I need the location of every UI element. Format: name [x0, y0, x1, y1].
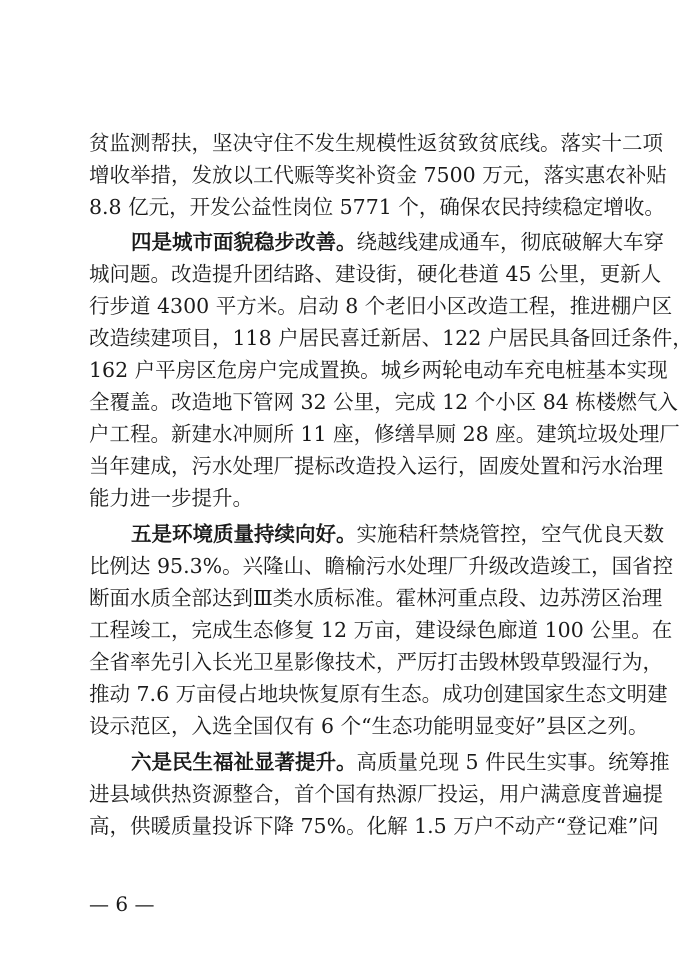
text-line: 工程竣工，完成生态修复 12 万亩，建设绿色廊道 100 公里。在 — [89, 618, 673, 642]
text-run: 高质量兑现 5 件民生实事。统筹推 — [356, 750, 670, 774]
paragraph-first-line — [131, 518, 664, 550]
text-line: 城问题。改造提升团结路、建设街，硬化巷道 45 公里，更新人 — [89, 262, 662, 286]
text-line: 能力进一步提升。 — [89, 486, 253, 510]
paragraph-heading: 四是城市面貌稳步改善。 — [131, 230, 357, 254]
page-number: — 6 — — [89, 892, 155, 916]
text-run: 绕越线建成通车，彻底破解大车穿 — [356, 230, 664, 254]
text-line: 行步道 4300 平方米。启动 8 个老旧小区改造工程，推进棚户区 — [89, 294, 673, 318]
text-line: 8.8 亿元，开发公益性岗位 5771 个，确保农民持续稳定增收。 — [89, 195, 665, 219]
text-line: 贫监测帮扶，坚决守住不发生规模性返贫致贫底线。落实十二项 — [89, 131, 663, 155]
text-line: 增收举措，发放以工代赈等奖补资金 7500 万元，落实惠农补贴 — [89, 163, 667, 187]
text-line: 比例达 95.3%。兴隆山、瞻榆污水处理厂升级改造竣工，国省控 — [89, 554, 674, 578]
text-line: 进县域供热资源整合，首个国有热源厂投运，用户满意度普遍提 — [89, 782, 663, 806]
text-line: 全省率先引入长光卫星影像技术，严厉打击毁林毁草毁湿行为， — [89, 650, 663, 674]
text-line: 全覆盖。改造地下管网 32 公里，完成 12 个小区 84 栋楼燃气入 — [89, 390, 678, 414]
text-line: 推动 7.6 万亩侵占地块恢复原有生态。成功创建国家生态文明建 — [89, 682, 668, 706]
text-line: 断面水质全部达到Ⅲ类水质标准。霍林河重点段、边苏涝区治理 — [89, 586, 663, 610]
text-line: 改造续建项目，118 户居民喜迁新居、122 户居民具备回迁条件， — [89, 326, 693, 350]
paragraph-first-line — [131, 226, 664, 258]
text-line: 当年建成，污水处理厂提标改造投入运行，固废处置和污水治理 — [89, 454, 663, 478]
paragraph-first-line — [131, 746, 670, 778]
paragraph-heading: 五是环境质量持续向好。 — [131, 522, 357, 546]
text-line: 162 户平房区危房户完成置换。城乡两轮电动车充电桩基本实现 — [89, 358, 668, 382]
paragraph-heading: 六是民生福祉显著提升。 — [131, 750, 357, 774]
text-line: 设示范区，入选全国仅有 6 个“生态功能明显变好”县区之列。 — [89, 714, 649, 738]
text-line: 户工程。新建水冲厕所 11 座，修缮旱厕 28 座。建筑垃圾处理厂 — [89, 422, 680, 446]
text-line: 高，供暖质量投诉下降 75%。化解 1.5 万户不动产“登记难”问 — [89, 814, 659, 838]
text-run: 实施秸秆禁烧管控，空气优良天数 — [356, 522, 664, 546]
